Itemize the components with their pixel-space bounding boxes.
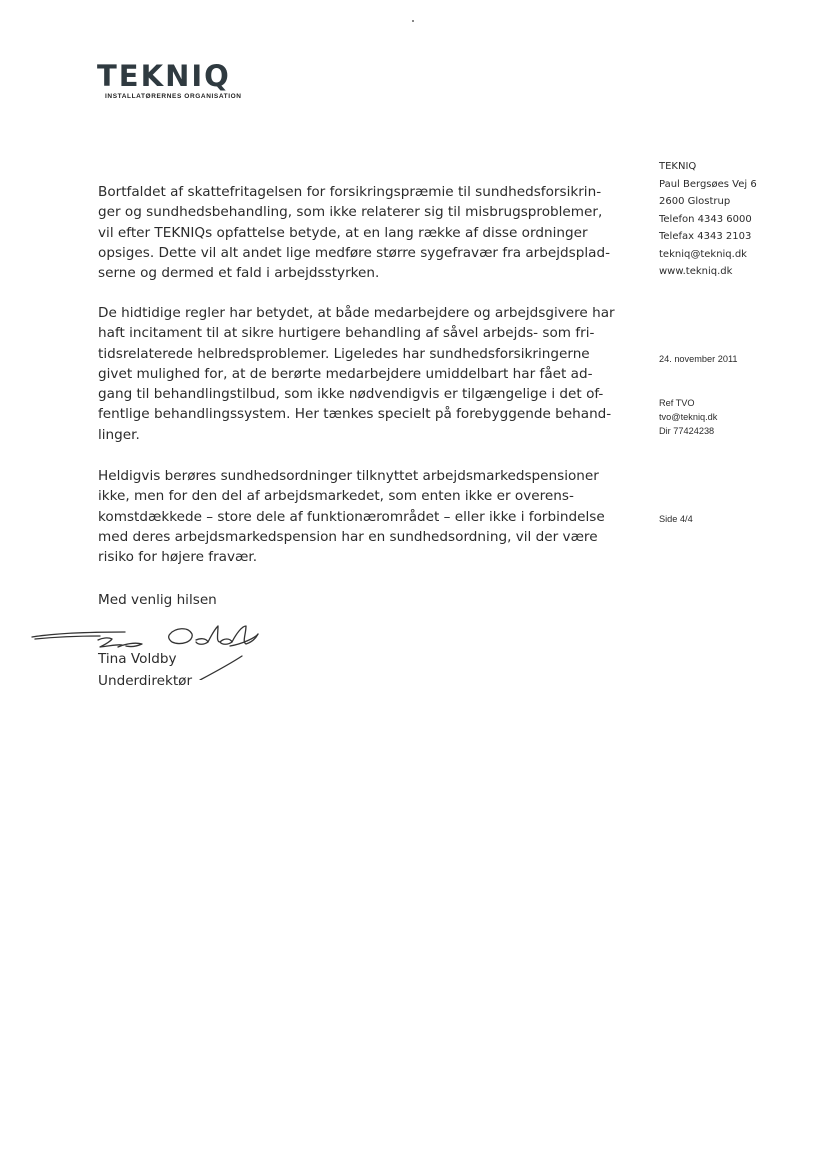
ref-line: Ref TVO bbox=[659, 398, 695, 408]
text-line: med deres arbejdsmarkedspension har en sundhedsordning, vil der være bbox=[98, 528, 598, 545]
text-line: Bortfaldet af skattefritagelsen for forsikringspræmie til sundhedsforsikrin- bbox=[98, 184, 602, 200]
text-line: fentlige behandlingssystem. Her tænkes specielt på forebyggende behand- bbox=[98, 406, 612, 423]
address-line: Telefon 4343 6000 bbox=[659, 213, 752, 225]
letter-date bbox=[659, 352, 738, 366]
address-line: Telefax 4343 2103 bbox=[659, 231, 752, 242]
address-line: www.tekniq.dk bbox=[659, 266, 733, 277]
text-line: haft incitament til at sikre hurtigere behandling af såvel arbejds- som fri- bbox=[98, 325, 595, 342]
tekniq-logo bbox=[97, 59, 242, 100]
closing bbox=[98, 590, 643, 610]
ref-line: tvo@tekniq.dk bbox=[659, 412, 718, 422]
paragraph-3 bbox=[98, 466, 643, 567]
address-line: TEKNIQ bbox=[659, 161, 697, 172]
date-text: 24. november 2011 bbox=[659, 354, 738, 364]
text-line: Heldigvis berøres sundhedsordninger tilknyttet arbejdsmarkedspensioner bbox=[98, 468, 599, 484]
signer-name: Tina Voldby bbox=[98, 651, 177, 667]
text-line: givet mulighed for, at de berørte medarbejdere umiddelbart har fået ad- bbox=[98, 365, 593, 382]
text-line: risiko for højere fravær. bbox=[98, 549, 258, 566]
text-line: serne og dermed et fald i arbejdsstyrken. bbox=[98, 265, 380, 282]
page-number-text: Side 4/4 bbox=[659, 514, 693, 524]
text-line: gang til behandlingstilbud, som ikke nødvendigvis er tilgængelige i det of- bbox=[98, 386, 604, 403]
text-line: vil efter TEKNIQs opfattelse betyde, at en lang række af disse ordninger bbox=[98, 224, 588, 241]
signer-title: Underdirektør bbox=[98, 673, 193, 689]
text-line: linger. bbox=[98, 426, 140, 443]
text-line: De hidtidige regler har betydet, at både medarbejdere og arbejdsgivere har bbox=[98, 305, 615, 321]
paragraph-2 bbox=[98, 303, 643, 445]
text-line: komstdækkede – store dele af funktionærområdet – eller ikke i forbindelse bbox=[98, 508, 605, 525]
text-line: ger og sundhedsbehandling, som ikke relaterer sig til misbrugsproblemer, bbox=[98, 204, 603, 221]
logo-wordmark: TEKNIQ bbox=[97, 59, 231, 93]
closing-text: Med venlig hilsen bbox=[98, 592, 217, 608]
address-line: tekniq@tekniq.dk bbox=[659, 248, 747, 260]
address-line: 2600 Glostrup bbox=[659, 196, 731, 207]
paragraph-1 bbox=[98, 182, 643, 283]
signature-image bbox=[30, 620, 270, 680]
logo-subtitle: INSTALLATØRERNES ORGANISATION bbox=[105, 93, 242, 100]
scan-speck bbox=[412, 20, 414, 22]
text-line: tidsrelaterede helbredsproblemer. Ligeledes har sundhedsforsikringerne bbox=[98, 345, 590, 362]
page-number bbox=[659, 512, 693, 526]
text-line: ikke, men for den del af arbejdsmarkedet, som enten ikke er overens- bbox=[98, 488, 574, 505]
sender-address bbox=[659, 158, 757, 281]
text-line: opsiges. Dette vil alt andet lige medføre større sygefravær fra arbejdsplad- bbox=[98, 244, 611, 261]
address-line: Paul Bergsøes Vej 6 bbox=[659, 178, 757, 190]
ref-line: Dir 77424238 bbox=[659, 426, 715, 436]
reference-block bbox=[659, 396, 717, 438]
